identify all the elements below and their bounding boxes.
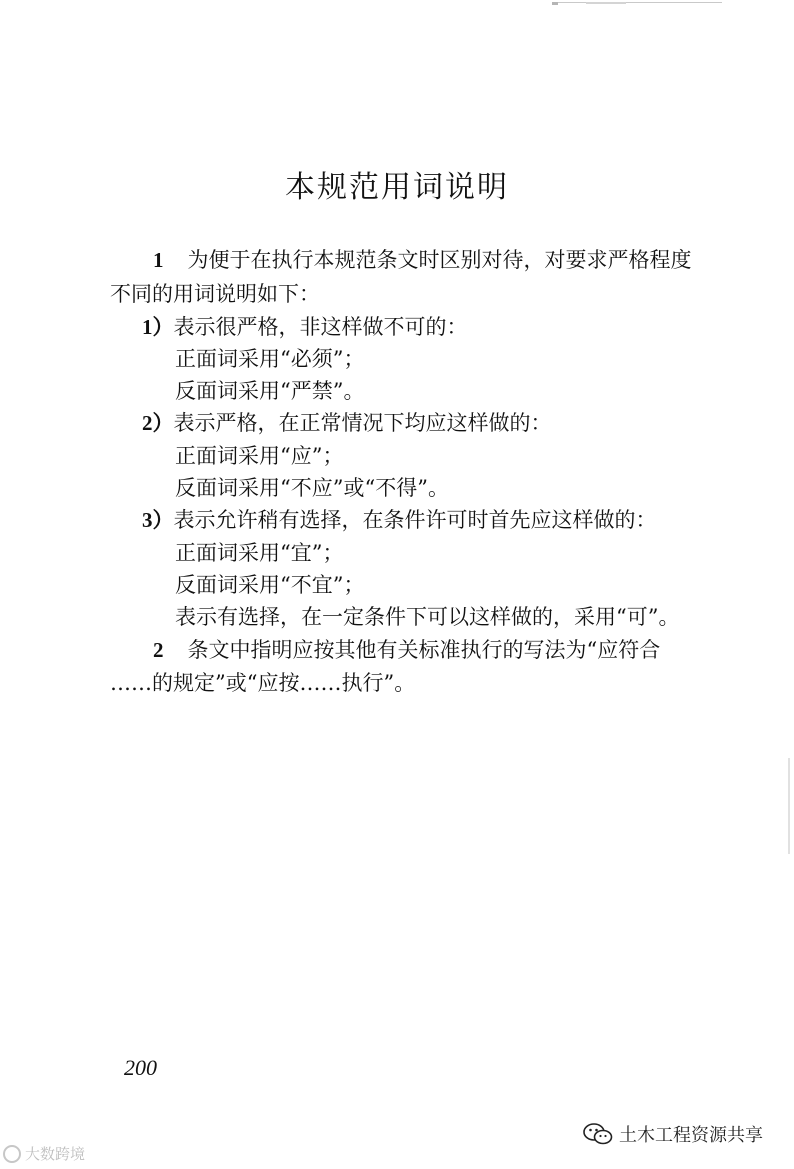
scan-artifact-right <box>788 758 790 854</box>
item-3-number: 3） <box>142 508 174 532</box>
item-3-positive: 正面词采用“宜”； <box>175 541 344 565</box>
watermark-logo-icon <box>3 1145 21 1163</box>
item-3 <box>142 510 657 531</box>
clause-2-line-2: ……的规定”或“应按……执行”。 <box>110 671 416 695</box>
clause-1-line-1 <box>153 250 692 271</box>
watermark-left-text: 大数跨境 <box>25 1145 86 1163</box>
scan-artifact-top <box>552 2 722 6</box>
item-2-text: 表示严格，在正常情况下均应这样做的： <box>173 411 552 435</box>
item-2-number: 2） <box>142 411 174 435</box>
clause-2-line-1 <box>153 640 660 661</box>
item-1 <box>142 317 468 338</box>
item-2-negative: 反面词采用“不应”或“不得”。 <box>175 476 449 500</box>
watermark-right <box>583 1121 763 1147</box>
page-title: 本规范用词说明 <box>285 170 509 205</box>
clause-1-line-2: 不同的用词说明如下： <box>110 282 320 306</box>
page-number: 200 <box>124 1055 157 1080</box>
clause-1-number: 1 <box>153 248 164 272</box>
item-1-positive: 正面词采用“必须”； <box>175 347 365 371</box>
item-1-negative: 反面词采用“严禁”。 <box>175 379 365 403</box>
item-2-positive: 正面词采用“应”； <box>175 444 344 468</box>
clause-1-text: 为便于在执行本规范条文时区别对待，对要求严格程度 <box>187 248 692 272</box>
item-2 <box>142 413 552 434</box>
item-3-extra: 表示有选择，在一定条件下可以这样做的，采用“可”。 <box>175 605 680 629</box>
watermark-right-text: 土木工程资源共享 <box>619 1125 763 1146</box>
clause-2-text: 条文中指明应按其他有关标准执行的写法为“应符合 <box>187 638 661 662</box>
watermark-left <box>3 1143 85 1164</box>
item-1-text: 表示很严格，非这样做不可的： <box>173 315 468 339</box>
item-3-negative: 反面词采用“不宜”； <box>175 573 365 597</box>
clause-2-number: 2 <box>153 638 164 662</box>
item-1-number: 1） <box>142 315 174 339</box>
wechat-icon <box>583 1122 613 1146</box>
item-3-text: 表示允许稍有选择，在条件许可时首先应这样做的： <box>173 508 657 532</box>
